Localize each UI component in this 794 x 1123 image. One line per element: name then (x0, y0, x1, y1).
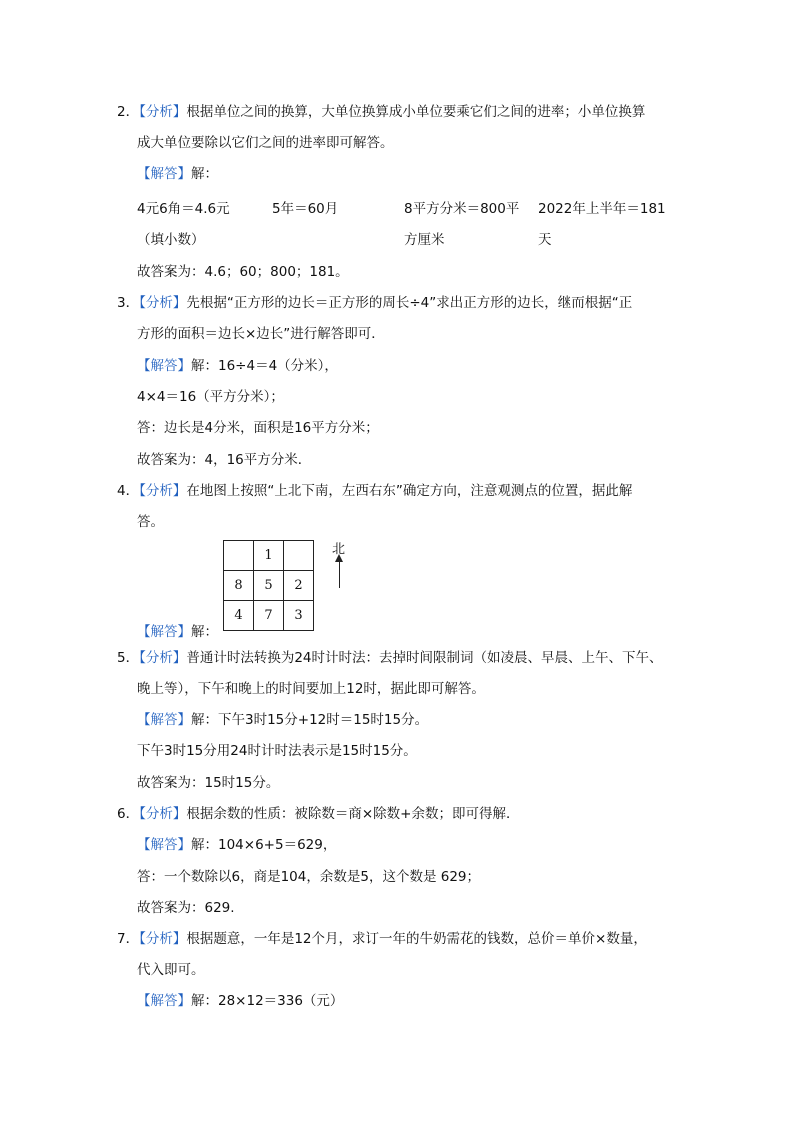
q2-answer-text: 解： (191, 166, 218, 182)
grid-cell (284, 541, 314, 571)
q5-analysis-line-1 (117, 648, 663, 668)
q3-analysis-tag: 【分析】 (139, 295, 187, 311)
north-label: 北 (332, 542, 346, 557)
q5-analysis-tag: 【分析】 (139, 650, 187, 666)
q5-final-answer: 故答案为：15时15分。 (137, 775, 280, 791)
q5-answer-tag: 【解答】 (137, 712, 191, 728)
q4-answer-tag: 【解答】 (137, 624, 191, 640)
q2-cell-2: 5年＝60月 (272, 201, 339, 217)
q3-analysis-line-2: 方形的面积＝边长×边长”进行解答即可． (137, 326, 385, 342)
q7-analysis-text-1: 根据题意，一年是12个月，求订一年的牛奶需花的钱数，总价＝单价×数量， (186, 931, 647, 947)
q2-cell-4b: 天 (538, 232, 552, 248)
q6-analysis-line-1 (117, 804, 519, 824)
q5-analysis-line-2: 晚上等），下午和晚上的时间要加上12时，据此即可解答。 (137, 681, 485, 697)
grid-cell: 4 (224, 601, 254, 631)
q4-analysis-line-2: 答。 (137, 514, 164, 530)
q4-answer-line (137, 622, 218, 642)
q5-number: 5． (117, 650, 140, 666)
q3-number: 3． (117, 295, 140, 311)
q4-analysis-text-1: 在地图上按照“上北下南，左西右东”确定方向，注意观测点的位置，据此解 (186, 483, 633, 499)
q6-final-answer: 故答案为：629. (137, 900, 235, 916)
q6-answer-line (137, 835, 336, 855)
q2-cell-3b: 方厘米 (404, 232, 445, 248)
q7-answer-tag: 【解答】 (137, 993, 191, 1009)
q6-answer-tag: 【解答】 (137, 837, 191, 853)
q7-analysis-line-2: 代入即可。 (137, 962, 205, 978)
q3-step-2: 4×4＝16（平方分米）； (137, 389, 284, 405)
q2-answer-tag: 【解答】 (137, 166, 191, 182)
q3-answer-tag: 【解答】 (137, 358, 191, 374)
q2-cell-3a: 8平方分米＝800平 (404, 201, 520, 217)
grid-cell: 5 (254, 571, 284, 601)
q2-cell-4a: 2022年上半年＝181 (538, 201, 666, 217)
q4-analysis-line-1 (117, 481, 632, 501)
q5-analysis-text-1: 普通计时法转换为24时计时法：去掉时间限制词（如凌晨、早晨、上午、下午、 (186, 650, 663, 666)
q2-analysis-line-2: 成大单位要除以它们之间的进率即可解答。 (137, 135, 394, 151)
q6-analysis-tag: 【分析】 (139, 806, 187, 822)
q6-answer-text: 解：104×6+5＝629， (191, 837, 337, 853)
q7-answer-line (137, 991, 343, 1011)
q3-answer-line (137, 356, 338, 376)
q2-analysis-tag: 【分析】 (139, 104, 187, 120)
grid-cell: 2 (284, 571, 314, 601)
q3-step-3: 答：边长是4分米，面积是16平方分米； (137, 420, 379, 436)
north-arrow-shaft (339, 560, 340, 588)
q7-answer-text: 解：28×12＝336（元） (191, 993, 344, 1009)
q2-cell-1b: （填小数） (137, 232, 205, 248)
q2-number: 2． (117, 104, 140, 120)
q2-answer-line (137, 164, 218, 184)
q3-analysis-text-1: 先根据“正方形的边长＝正方形的周长÷4”求出正方形的边长，继而根据“正 (186, 295, 633, 311)
grid-cell: 1 (254, 541, 284, 571)
q7-analysis-tag: 【分析】 (139, 931, 187, 947)
q3-answer-text: 解：16÷4＝4（分米）， (191, 358, 338, 374)
grid-cell: 7 (254, 601, 284, 631)
grid-table (223, 540, 314, 631)
q6-analysis-text-1: 根据余数的性质：被除数＝商×除数+余数；即可得解． (186, 806, 520, 822)
grid-cell (224, 541, 254, 571)
q4-direction-grid (223, 540, 314, 631)
q3-analysis-line-1 (117, 293, 632, 313)
q7-analysis-line-1 (117, 929, 647, 949)
q6-step-2: 答：一个数除以6，商是104，余数是5，这个数是 629； (137, 869, 481, 885)
north-compass (330, 538, 352, 590)
q6-number: 6． (117, 806, 140, 822)
grid-cell: 8 (224, 571, 254, 601)
q5-step-2: 下午3时15分用24时计时法表示是15时15分。 (137, 743, 417, 759)
q2-cell-1a: 4元6角＝4.6元 (137, 201, 230, 217)
q5-answer-text: 解：下午3时15分+12时＝15时15分。 (191, 712, 429, 728)
q7-number: 7． (117, 931, 140, 947)
q4-analysis-tag: 【分析】 (139, 483, 187, 499)
q4-number: 4． (117, 483, 140, 499)
q4-answer-text: 解： (191, 624, 218, 640)
grid-cell: 3 (284, 601, 314, 631)
q2-analysis-text-1: 根据单位之间的换算，大单位换算成小单位要乘它们之间的进率；小单位换算 (186, 104, 646, 120)
q2-final-answer: 故答案为：4.6；60；800；181。 (137, 264, 349, 280)
q3-final-answer: 故答案为：4，16平方分米． (137, 452, 312, 468)
q2-analysis-line-1 (117, 102, 645, 122)
q5-answer-line (137, 710, 428, 730)
